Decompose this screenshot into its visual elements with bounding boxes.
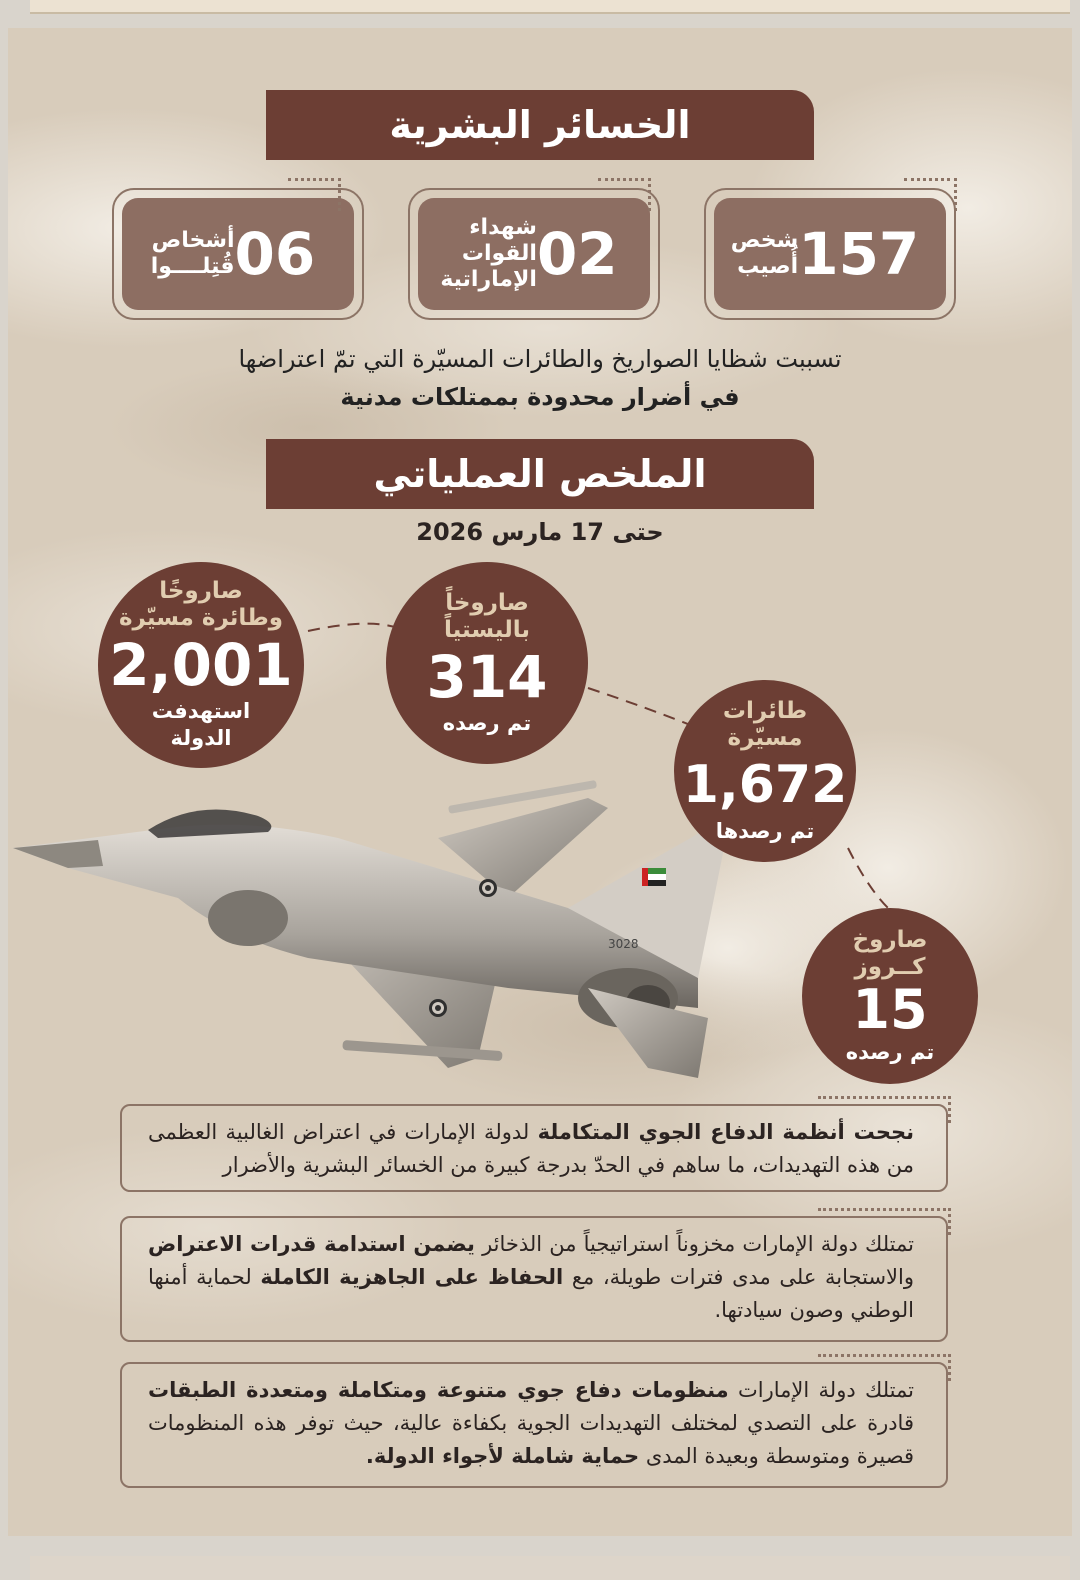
stat-drones-head: طائرات مسيّرة bbox=[722, 697, 808, 751]
stat-cruise-head: صاروخ كــروز bbox=[852, 926, 928, 980]
stat-ballistic-head: صاروخاً باليستياً bbox=[443, 589, 531, 643]
info-box-systems-text2: قادرة على التصدي لمختلف التهديدات الجوية بكفاءة عالية، حيث توفر هذه المنظومات قصيرة ومتوسطة وبعيدة المدى bbox=[148, 1411, 914, 1468]
infographic-panel bbox=[8, 28, 1072, 1536]
stat-total-number: 2,001 bbox=[109, 631, 293, 699]
stat-ballistic-foot: تم رصده bbox=[442, 710, 532, 735]
damage-note-line2: في أضرار محدودة بممتلكات مدنية bbox=[340, 383, 740, 411]
stat-cruise-foot: تم رصده bbox=[845, 1039, 935, 1064]
killed-label: أشخاص قُتِلــــوا bbox=[150, 228, 235, 279]
info-box-stockpile-bold1: يضمن استدامة قدرات الاعتراض bbox=[148, 1232, 475, 1256]
stat-ballistic bbox=[386, 562, 588, 764]
jet-tail-number: 3028 bbox=[608, 937, 639, 951]
stat-total bbox=[98, 562, 304, 768]
info-box-stockpile-text1: تمتلك دولة الإمارات مخزوناً استراتيجياً من الذخائر bbox=[474, 1232, 914, 1256]
previous-panel-strip bbox=[30, 0, 1070, 14]
info-box-stockpile-text3: لحماية أمنها الوطني وصون سيادتها. bbox=[148, 1265, 914, 1322]
stat-drones-foot: تم رصدها bbox=[715, 818, 815, 843]
martyrs-count: 02 bbox=[536, 220, 618, 288]
info-box-defense-text: لدولة الإمارات في اعتراض الغالبية العظمى من هذه التهديدات، ما ساهم في الحدّ بدرجة كبيرة من الخسائر البشرية والأضرار bbox=[148, 1120, 914, 1177]
fighter-jet-illustration bbox=[8, 768, 768, 1088]
stat-drones bbox=[674, 680, 856, 862]
stat-drones-number: 1,672 bbox=[682, 754, 848, 815]
human-losses-title: الخسائر البشرية bbox=[266, 90, 814, 160]
info-box-stockpile bbox=[120, 1216, 948, 1342]
killed-count: 06 bbox=[234, 220, 316, 288]
stat-total-head: صاروخًا وطائرة مسيّرة bbox=[118, 578, 284, 631]
info-box-stockpile-text2: والاستجابة على مدى فترات طويلة، مع bbox=[563, 1265, 914, 1289]
stat-cruise-number: 15 bbox=[852, 977, 928, 1041]
injured-count: 157 bbox=[798, 220, 920, 288]
info-box-systems-text1: تمتلك دولة الإمارات bbox=[728, 1378, 914, 1402]
damage-note-line1: تسببت شظايا الصواريخ والطائرات المسيّرة التي تمّ اعتراضها bbox=[238, 345, 842, 373]
stat-ballistic-number: 314 bbox=[426, 642, 548, 711]
info-box-stockpile-bold2: الحفاظ على الجاهزية الكاملة bbox=[260, 1265, 564, 1289]
info-box-systems-bold1: منظومات دفاع جوي متنوعة ومتكاملة ومتعددة الطبقات bbox=[148, 1378, 729, 1402]
injured-label: شخص أُصيب bbox=[730, 228, 799, 279]
ops-date: حتى 17 مارس 2026 bbox=[416, 518, 664, 546]
stat-total-foot: استهدفت الدولة bbox=[151, 699, 251, 750]
info-box-defense-bold: نجحت أنظمة الدفاع الجوي المتكاملة bbox=[537, 1120, 915, 1144]
info-box-systems-bold2: حماية شاملة لأجواء الدولة. bbox=[365, 1444, 640, 1468]
ops-summary-title: الملخص العملياتي bbox=[266, 439, 814, 509]
info-box-defense bbox=[120, 1104, 948, 1192]
martyrs-label: شهداء القوات الإماراتية bbox=[440, 215, 537, 292]
stat-cruise bbox=[802, 908, 978, 1084]
info-box-systems bbox=[120, 1362, 948, 1488]
next-panel-strip bbox=[30, 1556, 1070, 1580]
